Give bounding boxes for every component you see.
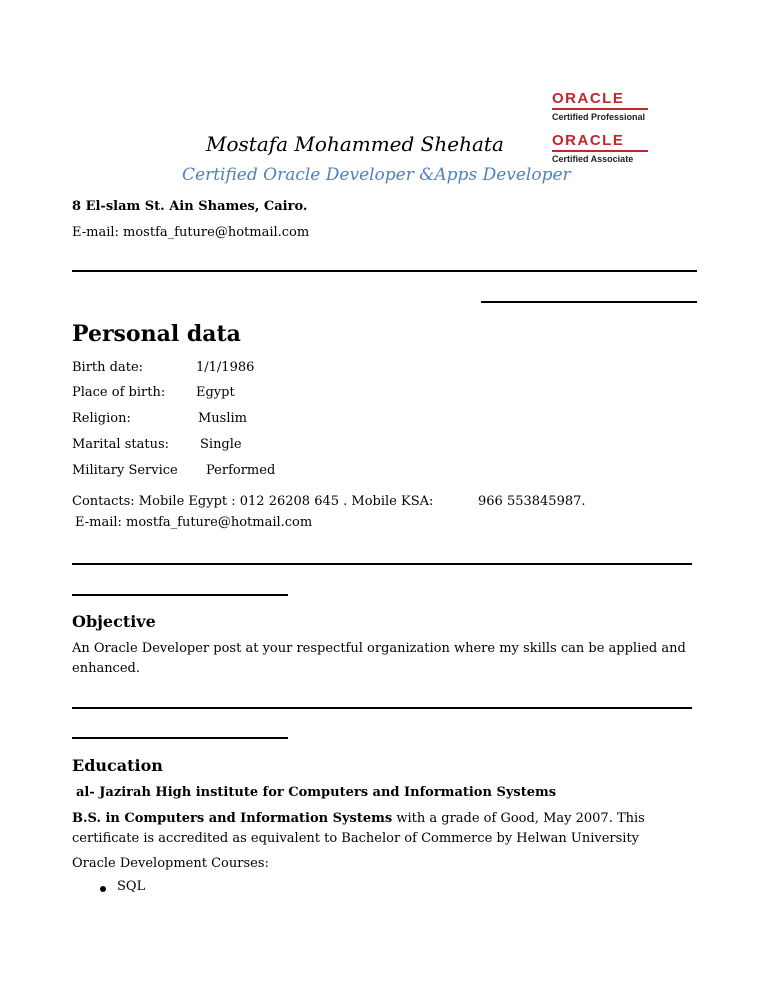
marital-status-label: Marital status: (72, 437, 169, 452)
place-of-birth-value: Egypt (196, 385, 235, 400)
personal-data-heading: Personal data (72, 321, 241, 347)
divider (72, 563, 692, 565)
divider (72, 707, 692, 709)
personal-email: E-mail: mostfa_future@hotmail.com (75, 515, 313, 530)
objective-heading: Objective (72, 612, 156, 631)
religion-label: Religion: (72, 411, 131, 426)
oracle-logo-underline (552, 150, 648, 152)
oracle-logo-underline (552, 108, 648, 110)
candidate-title: Certified Oracle Developer &Apps Developer (182, 165, 571, 185)
certified-professional-label: Certified Professional (552, 112, 646, 122)
candidate-name: Mostafa Mohammed Shehata (206, 132, 504, 156)
education-heading: Education (72, 756, 163, 775)
courses-label: Oracle Development Courses: (72, 856, 269, 871)
divider-short (481, 301, 697, 303)
oracle-certified-professional-logo (552, 90, 668, 122)
military-service-label: Military Service (72, 463, 178, 478)
place-of-birth-label: Place of birth: (72, 385, 166, 400)
institute-name: al- Jazirah High institute for Computers and Information Systems (76, 785, 557, 800)
religion-value: Muslim (198, 411, 247, 426)
divider-short (72, 594, 288, 596)
oracle-certified-associate-logo (552, 132, 668, 164)
marital-status-value: Single (200, 437, 242, 452)
course-item: SQL (117, 879, 146, 894)
divider (72, 270, 697, 272)
birth-date-value: 1/1/1986 (196, 360, 255, 375)
military-service-value: Performed (206, 463, 276, 478)
address: 8 El-slam St. Ain Shames, Cairo. (72, 199, 308, 214)
oracle-logo-word: ORACLE (552, 132, 625, 149)
ksa-number: 966 553845987. (478, 494, 586, 509)
degree-title: B.S. in Computers and Information Systems (72, 811, 393, 826)
bullet-icon (100, 886, 106, 892)
oracle-logo-word: ORACLE (552, 90, 625, 107)
divider-short (72, 737, 288, 739)
degree-description (72, 809, 702, 849)
objective-text: An Oracle Developer post at your respectful organization where my skills can be applied and enhanced. (72, 641, 686, 676)
header-email: E-mail: mostfa_future@hotmail.com (72, 225, 310, 240)
certified-associate-label: Certified Associate (552, 154, 634, 164)
birth-date-label: Birth date: (72, 360, 144, 375)
degree-details: with a grade of Good, May 2007. This certificate is accredited as equivalent to Bachelor of Commerce by Helwan University (72, 811, 645, 846)
contacts-line: Contacts: Mobile Egypt : 012 26208 645 . Mobile KSA: (72, 494, 434, 509)
